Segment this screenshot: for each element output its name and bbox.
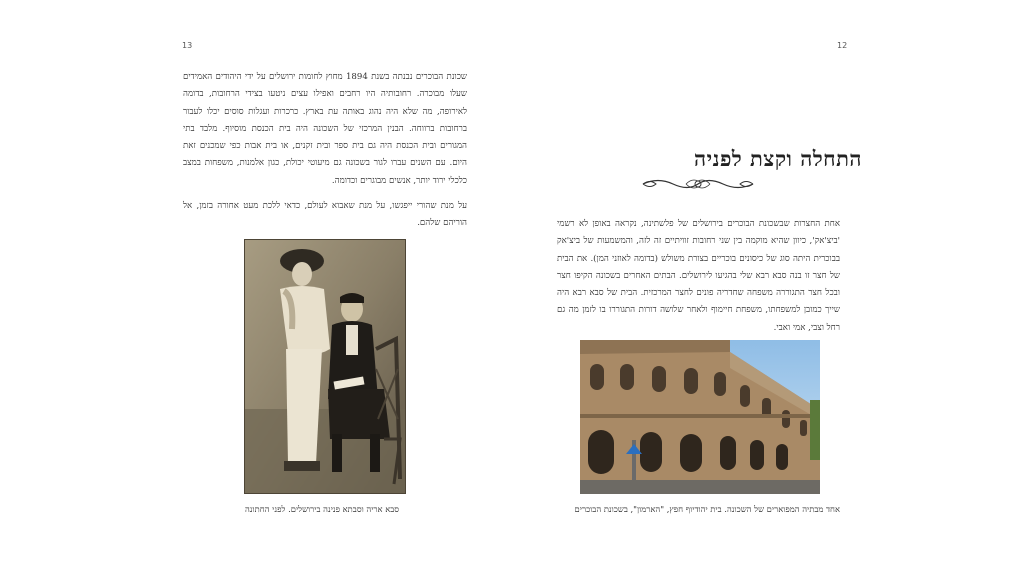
portrait-caption: סבא אריה וסבתא פנינה בירושלים. לפני החתונה <box>244 504 400 514</box>
chapter-title: התחלה וקצת לפניה <box>694 146 862 171</box>
paragraph-bukharan-quarter: שכונת הבוכרים נבנתה בשנת 1894 מחוץ לחומות ירושלים על ידי היהודים האמידים שעלו מבוכרה. רחובותיה היו רחבים ואפילו עצים ניטעו בצידי הרחובות, בדומה לאירופה, מה שלא היה נהוג באותה עת בארץ. כרכרות ועגלות סוסים יכלו לעבור ברחובות ברווחה. הבנין המרכזי של השכונה היה בית הכנסת מוסיוף. מלבד בתי המגורים ובית הכנסת היה גם בית ספר ובית זקנים, או בית אבות כפי שמכנים זאת היום. עם השנים עברו לגור בשכונה גם מיעוטי יכולת, כגון אלמנות, משפחות במצב כלכלי ירוד יותר, אנשים מבוגרים וכדומה. <box>183 72 467 186</box>
flourish-divider-icon <box>638 175 758 193</box>
vintage-couple-portrait-icon <box>244 239 406 494</box>
stone-building-photo-icon <box>580 340 820 494</box>
page-number-right: 12 <box>837 41 848 50</box>
building-photo <box>580 340 820 494</box>
couple-portrait-photo <box>244 239 406 494</box>
paragraph-courtyard: אחת החצרות שבשכונת הבוכרים בירושלים של פלשתינה, נקראה באופן לא רשמי 'ביצ'אק', כיוון שהיא מוקמה בין שני רחובות זוויתיים זה לזה, והמשמעות של ביצ'אק בבוכרית היתה סוג של כיסונים בוכריים בצורת משולש (בדומה לאוזני המן). את הבית של חצר זו בנה סבא רבא שלי בהגיעו לירושלים. הבתים האחרים בשכונה הקיפו חצר ובכל חצר התגוררה משפחה שחדריה פונים לחצר המרכזית. הבית של סבא רבא היה שייך כמובן למשפחתו, משפחת חיימוף ולאחר שלושה דורות התגוררו בו לזמן מה גם רחל וצבי, אמי ואבי. <box>557 219 840 333</box>
paragraph-going-back: על מנת שהורי ייפגשו, על מנת שאבוא לעולם, כדאי ללכת מעט אחורה בזמן, אל הוריהם שלהם. <box>183 201 467 229</box>
right-page <box>512 0 1024 576</box>
building-caption: אחד מבתיה המפוארים של השכונה. בית יהודיוף חפץ, "הארמון", בשכונת הבוכרים <box>574 504 840 514</box>
page-number-left: 13 <box>182 41 193 50</box>
